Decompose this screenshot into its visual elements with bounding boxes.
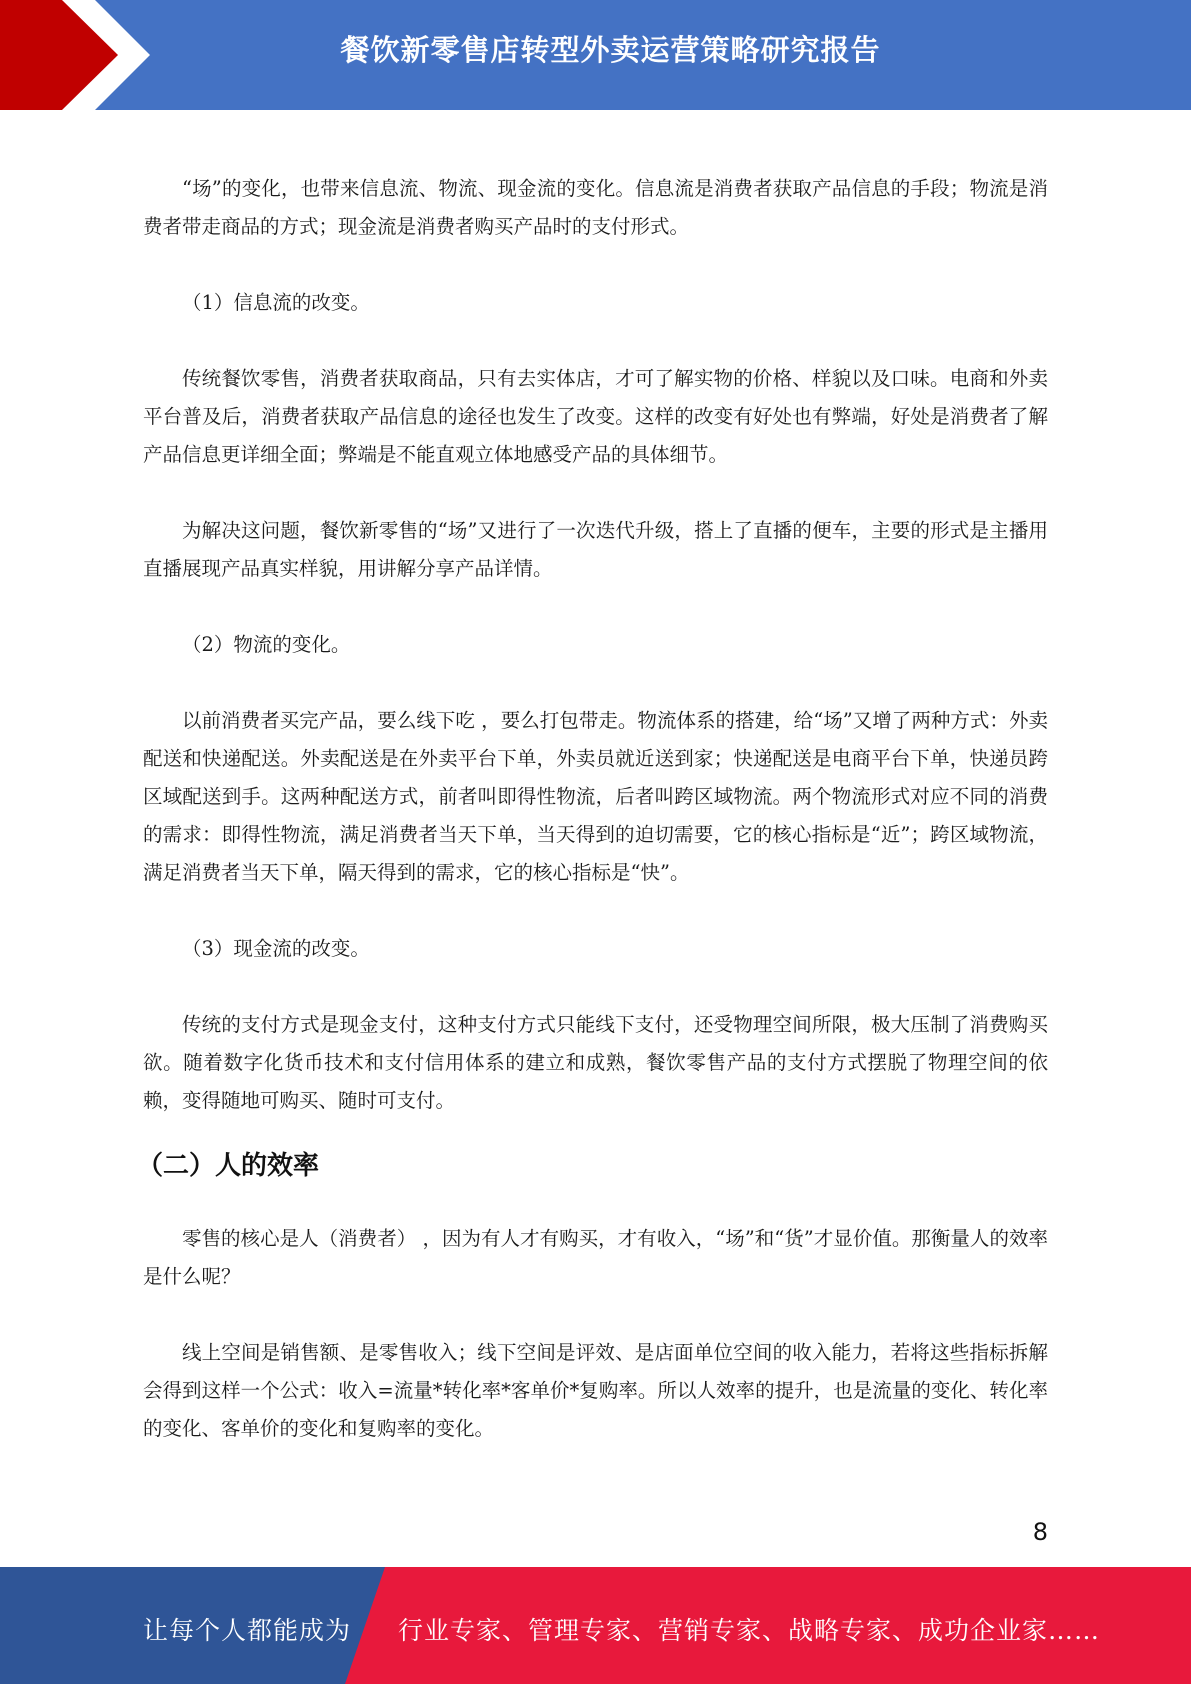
paragraph: 以前消费者买完产品，要么线下吃 ，要么打包带走。物流体系的搭建，给“场”又增了两种方式：外卖配送和快递配送。外卖配送是在外卖平台下单，外卖员就近送到家；快递配送是电商平台下单，快递员跨区域配送到手。这两种配送方式，前者叫即得性物流，后者叫跨区域物流。两个物流形式对应不同的消费的需求：即得性物流，满足消费者当天下单，当天得到的迫切需要，它的核心指标是“近”；跨区域物流，满足消费者当天下单，隔天得到的需求，它的核心指标是“快”。 bbox=[143, 709, 1048, 884]
page-content bbox=[137, 170, 1048, 1448]
section-heading: （二）人的效率 bbox=[137, 1151, 320, 1181]
paragraph: 传统的支付方式是现金支付，这种支付方式只能线下支付，还受物理空间所限，极大压制了消费购买欲。随着数字化货币技术和支付信用体系的建立和成熟，餐饮零售产品的支付方式摆脱了物理空间的依赖，变得随地可购买、随时可支付。 bbox=[143, 1013, 1048, 1112]
footer-slogan-left: 让每个人都能成为 bbox=[143, 1616, 352, 1645]
paragraph: “场”的变化，也带来信息流、物流、现金流的变化。信息流是消费者获取产品信息的手段；物流是消费者带走商品的方式；现金流是消费者购买产品时的支付形式。 bbox=[143, 177, 1048, 238]
subheading: （1）信息流的改变。 bbox=[182, 291, 370, 314]
document-title: 餐饮新零售店转型外卖运营策略研究报告 bbox=[340, 33, 881, 67]
header-band bbox=[0, 0, 1191, 110]
subheading: （3）现金流的改变。 bbox=[182, 937, 370, 960]
paragraph: 线上空间是销售额、是零售收入；线下空间是评效、是店面单位空间的收入能力，若将这些指标拆解会得到这样一个公式：收入=流量*转化率*客单价*复购率。所以人效率的提升，也是流量的变化、转化率的变化、客单价的变化和复购率的变化。 bbox=[143, 1341, 1048, 1440]
paragraph: 零售的核心是人（消费者） ，因为有人才有购买，才有收入，“场”和“货”才显价值。那衡量人的效率是什么呢？ bbox=[143, 1227, 1048, 1288]
footer-slogan-right: 行业专家、管理专家、营销专家、战略专家、成功企业家…… bbox=[398, 1616, 1101, 1645]
page-number: 8 bbox=[1032, 1518, 1048, 1546]
subheading: （2）物流的变化。 bbox=[182, 633, 351, 656]
footer-band bbox=[0, 1567, 1191, 1684]
paragraph: 传统餐饮零售，消费者获取商品，只有去实体店，才可了解实物的价格、样貌以及口味。电商和外卖平台普及后，消费者获取产品信息的途径也发生了改变。这样的改变有好处也有弊端，好处是消费者了解产品信息更详细全面；弊端是不能直观立体地感受产品的具体细节。 bbox=[143, 367, 1048, 466]
paragraph: 为解决这问题，餐饮新零售的“场”又进行了一次迭代升级，搭上了直播的便车，主要的形式是主播用直播展现产品真实样貌，用讲解分享产品详情。 bbox=[143, 519, 1048, 580]
